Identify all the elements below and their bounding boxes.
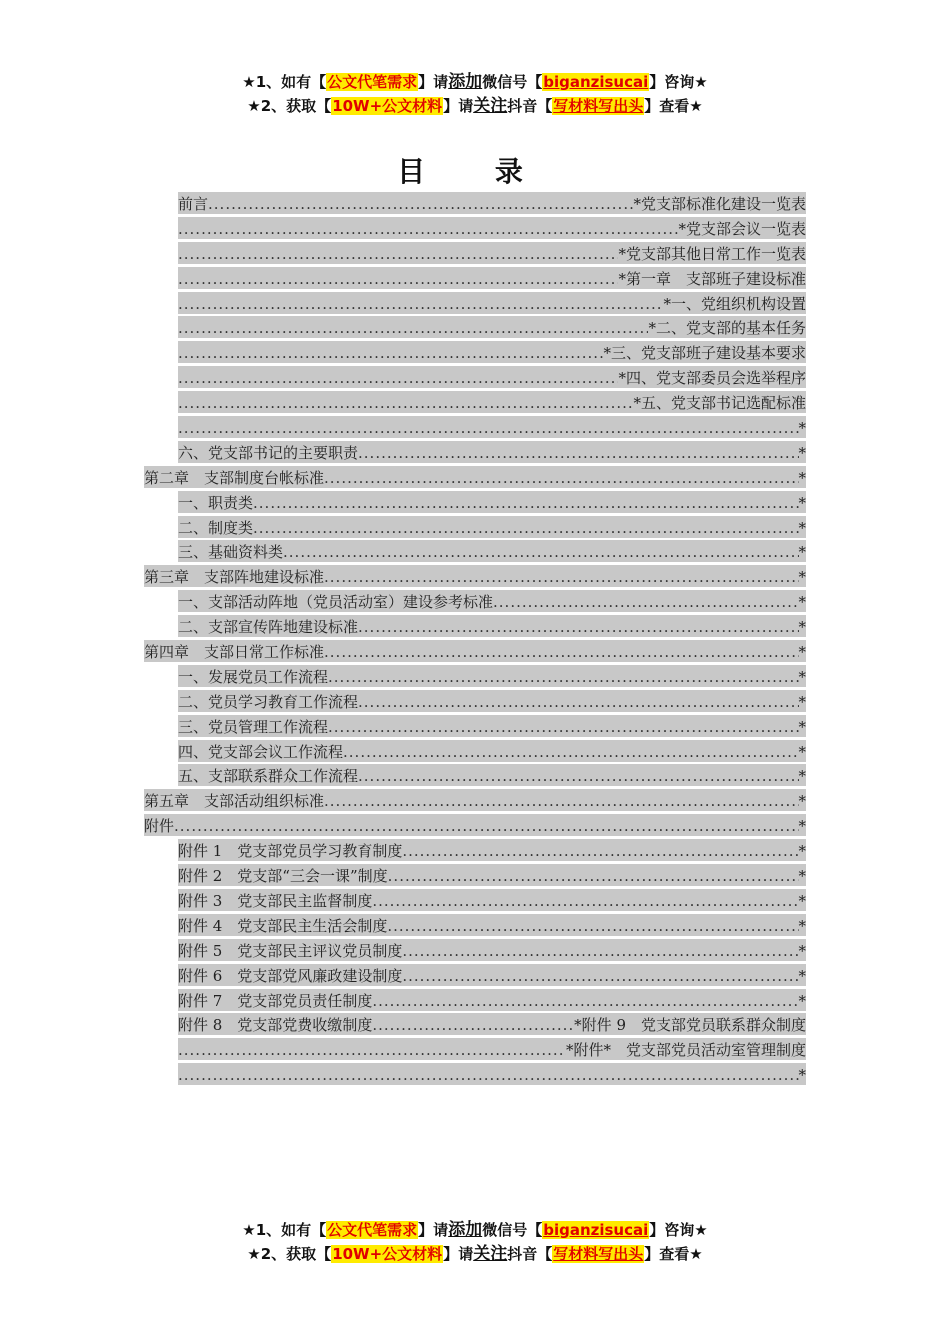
header-banner (0, 70, 950, 118)
toc-entry-label: 第四章 支部日常工作标准 (144, 643, 325, 662)
toc-leader-dots (324, 791, 798, 811)
toc-entry[interactable] (178, 889, 806, 911)
toc-entry-label: 附件 8 党支部党费收缴制度 (178, 1016, 373, 1035)
toc-entry[interactable] (178, 242, 806, 264)
banner-highlight: 10W+公文材料 (332, 1245, 443, 1263)
toc-entry[interactable] (144, 640, 806, 662)
toc-entry-label: 第三章 支部阵地建设标准 (144, 568, 325, 587)
toc-entry-page: * (798, 717, 806, 736)
toc-entry-page: * (798, 842, 806, 861)
banner-wechat-id: biganzisucai (543, 73, 649, 91)
toc-entry-label: 附件 5 党支部民主评议党员制度 (178, 941, 403, 960)
toc-entry-page: * (798, 518, 806, 537)
toc-entry-label: 一、发展党员工作流程 (178, 667, 329, 686)
toc-entry[interactable] (178, 217, 806, 239)
banner-text: ★1、如有【 (242, 73, 327, 91)
toc-entry-label: 第五章 支部活动组织标准 (144, 792, 325, 811)
toc-entry-page: * (798, 643, 806, 662)
toc-entry-page: *五、党支部书记选配标准 (633, 394, 806, 413)
toc-entry-label: 二、制度类 (178, 518, 254, 537)
toc-entry[interactable] (178, 192, 806, 214)
toc-entry[interactable] (178, 316, 806, 338)
toc-leader-dots (324, 468, 798, 488)
toc-entry-label: 附件 7 党支部党员责任制度 (178, 991, 373, 1010)
banner-text: 】请 (443, 1245, 474, 1263)
banner-text: 】请 (443, 97, 474, 115)
toc-leader-dots (372, 891, 798, 911)
toc-entry[interactable] (178, 989, 806, 1011)
banner-text: 】查看★ (644, 1245, 703, 1263)
toc-entry-label: 附件 (144, 817, 175, 836)
toc-entry[interactable] (178, 516, 806, 538)
toc-leader-dots (358, 617, 798, 637)
banner-text: 微信号【 (482, 73, 543, 91)
banner-text: 】咨询★ (649, 73, 708, 91)
toc-entry-label: 附件 1 党支部党员学习教育制度 (178, 842, 403, 861)
toc-leader-dots (208, 194, 633, 214)
toc-leader-dots (178, 418, 799, 438)
toc-entry-page: * (798, 419, 806, 438)
toc-entry-page: * (798, 742, 806, 761)
toc-entry-label: 五、支部联系群众工作流程 (178, 767, 359, 786)
toc-entry-label: 四、党支部会议工作流程 (178, 742, 344, 761)
toc-entry[interactable] (178, 1013, 806, 1035)
toc-entry-page: *三、党支部班子建设基本要求 (603, 344, 806, 363)
toc-leader-dots (358, 766, 798, 786)
toc-entry[interactable] (178, 839, 806, 861)
toc-entry[interactable] (178, 1063, 806, 1085)
toc-entry[interactable] (178, 366, 806, 388)
toc-entry[interactable] (178, 964, 806, 986)
toc-entry-label: 六、党支部书记的主要职责 (178, 443, 359, 462)
toc-leader-dots (324, 567, 798, 587)
banner-emphasis: 关注 (473, 96, 508, 116)
toc-leader-dots (178, 343, 603, 363)
banner-line-1 (0, 1218, 950, 1242)
toc-entry[interactable] (178, 939, 806, 961)
toc-leader-dots (372, 1015, 574, 1035)
toc-entry[interactable] (178, 441, 806, 463)
toc-entry-page: * (798, 493, 806, 512)
toc-leader-dots (388, 866, 799, 886)
toc-entry-label: 二、党员学习教育工作流程 (178, 692, 359, 711)
banner-highlight: 公文代笔需求 (327, 1221, 418, 1239)
banner-text: 抖音【 (507, 97, 553, 115)
toc-entry-page: *党支部其他日常工作一览表 (618, 244, 806, 263)
toc-entry-page: *二、党支部的基本任务 (648, 319, 806, 338)
toc-entry-page: * (798, 817, 806, 836)
toc-leader-dots (402, 966, 798, 986)
toc-leader-dots (402, 841, 798, 861)
toc-leader-dots (343, 742, 798, 762)
toc-leader-dots (178, 244, 618, 264)
toc-leader-dots (178, 219, 678, 239)
banner-text: 】咨询★ (649, 1221, 708, 1239)
toc-leader-dots (253, 493, 798, 513)
toc-entry-page: *四、党支部委员会选举程序 (618, 369, 806, 388)
toc-entry[interactable] (178, 914, 806, 936)
toc-entry[interactable] (144, 789, 806, 811)
toc-entry-label: 前言 (178, 195, 209, 213)
toc-entry-page: * (798, 792, 806, 811)
toc-entry-page: *附件* 党支部党员活动室管理制度 (565, 1041, 806, 1060)
toc-entry[interactable] (178, 740, 806, 762)
toc-leader-dots (324, 642, 798, 662)
toc-leader-dots (328, 667, 798, 687)
toc-entry-label: 第二章 支部制度台帐标准 (144, 468, 325, 487)
toc-entry-page: *党支部标准化建设一览表 (633, 195, 806, 213)
page-title: 目 录 (397, 155, 553, 188)
toc-leader-dots (178, 1065, 799, 1085)
toc-entry-page: *党支部会议一览表 (678, 219, 806, 238)
toc-entry-page: * (798, 867, 806, 886)
toc-entry-page: * (798, 692, 806, 711)
banner-line-1 (0, 70, 950, 94)
toc-leader-dots (387, 916, 798, 936)
toc-entry-label: 附件 3 党支部民主监督制度 (178, 891, 373, 910)
toc-leader-dots (178, 393, 633, 413)
toc-entry-page: *一、党组织机构设置 (663, 294, 806, 313)
toc-entry[interactable] (178, 1038, 806, 1060)
toc-entry-label: 二、支部宣传阵地建设标准 (178, 618, 359, 637)
toc-leader-dots (253, 518, 798, 538)
toc-leader-dots (372, 991, 798, 1011)
toc-leader-dots (178, 1040, 566, 1060)
toc-entry[interactable] (178, 267, 806, 289)
toc-entry[interactable] (144, 814, 806, 836)
toc-entry-page: * (798, 767, 806, 786)
toc-entry-label: 附件 2 党支部“三会一课”制度 (178, 867, 388, 886)
banner-douyin-id: 写材料写出头 (553, 1245, 644, 1263)
toc-entry-label: 附件 4 党支部民主生活会制度 (178, 916, 388, 935)
toc-entry-label: 一、职责类 (178, 493, 254, 512)
toc-entry[interactable] (178, 391, 806, 413)
toc-entry-label: 一、支部活动阵地（党员活动室）建设参考标准 (178, 593, 494, 612)
toc-leader-dots (358, 443, 798, 463)
banner-emphasis: 添加 (448, 72, 483, 92)
banner-text: ★2、获取【 (247, 1245, 332, 1263)
toc-entry-page: * (798, 966, 806, 985)
toc-entry[interactable] (144, 565, 806, 587)
toc-entry-page: * (798, 991, 806, 1010)
toc-leader-dots (328, 717, 798, 737)
banner-emphasis: 关注 (473, 1244, 508, 1264)
toc-entry-page: * (798, 916, 806, 935)
toc-leader-dots (174, 816, 798, 836)
banner-text: 微信号【 (482, 1221, 543, 1239)
banner-douyin-id: 写材料写出头 (553, 97, 644, 115)
toc-entry[interactable] (178, 292, 806, 314)
banner-text: 】查看★ (644, 97, 703, 115)
toc-leader-dots (283, 542, 798, 562)
toc-entry-page: * (798, 543, 806, 562)
toc-entry[interactable] (178, 864, 806, 886)
toc-entry[interactable] (178, 615, 806, 637)
banner-highlight: 公文代笔需求 (327, 73, 418, 91)
footer-banner (0, 1218, 950, 1266)
banner-text: 】请 (418, 1221, 449, 1239)
toc-leader-dots (402, 941, 798, 961)
banner-highlight: 10W+公文材料 (332, 97, 443, 115)
toc-entry-label: 三、党员管理工作流程 (178, 717, 329, 736)
toc-entry[interactable] (178, 416, 806, 438)
toc-entry[interactable] (178, 491, 806, 513)
toc-entry[interactable] (178, 665, 806, 687)
table-of-contents (0, 192, 950, 1088)
toc-entry-page: * (798, 1066, 806, 1085)
toc-entry-page: *附件 9 党支部党员联系群众制度 (574, 1016, 806, 1035)
toc-entry-page: *第一章 支部班子建设标准 (618, 269, 806, 288)
toc-entry-page: * (798, 468, 806, 487)
toc-entry-page: * (798, 941, 806, 960)
toc-entry[interactable] (178, 764, 806, 786)
banner-line-2 (0, 94, 950, 118)
toc-leader-dots (358, 692, 798, 712)
banner-line-2 (0, 1242, 950, 1266)
banner-wechat-id: biganzisucai (543, 1221, 649, 1239)
toc-entry[interactable] (178, 341, 806, 363)
toc-entry[interactable] (178, 715, 806, 737)
banner-text: ★2、获取【 (247, 97, 332, 115)
toc-entry[interactable] (178, 590, 806, 612)
toc-leader-dots (178, 294, 663, 314)
toc-leader-dots (178, 368, 618, 388)
toc-entry[interactable] (178, 540, 806, 562)
toc-leader-dots (493, 592, 798, 612)
toc-entry-page: * (798, 568, 806, 587)
toc-entry[interactable] (178, 690, 806, 712)
banner-text: ★1、如有【 (242, 1221, 327, 1239)
toc-entry-page: * (798, 618, 806, 637)
toc-entry-label: 三、基础资料类 (178, 543, 284, 562)
toc-entry-page: * (798, 593, 806, 612)
toc-leader-dots (178, 269, 618, 289)
banner-text: 】请 (418, 73, 449, 91)
toc-entry[interactable] (144, 466, 806, 488)
toc-entry-page: * (798, 443, 806, 462)
toc-entry-label: 附件 6 党支部党风廉政建设制度 (178, 966, 403, 985)
banner-text: 抖音【 (507, 1245, 553, 1263)
toc-entry-page: * (798, 667, 806, 686)
toc-leader-dots (178, 318, 648, 338)
banner-emphasis: 添加 (448, 1220, 483, 1240)
toc-entry-page: * (798, 891, 806, 910)
